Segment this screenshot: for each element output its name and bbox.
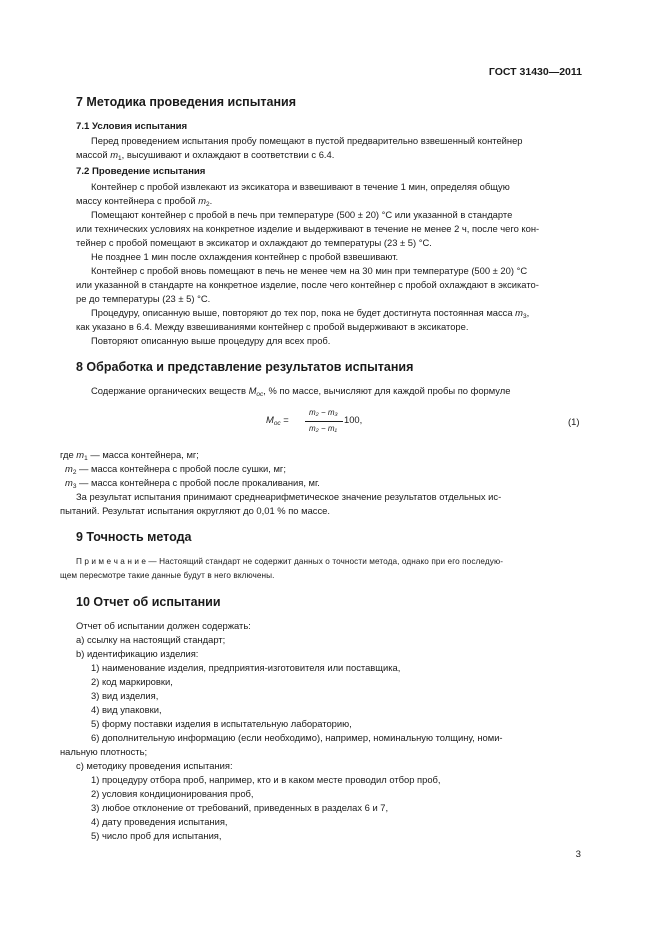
- p2-line1: Помещают контейнер с пробой в печь при температуре (500 ± 20) °С или указанной в стандарте: [91, 209, 513, 220]
- report-item-b1: 1) наименование изделия, предприятия-изготовителя или поставщика,: [91, 662, 401, 673]
- report-item-c3: 3) любое отклонение от требований, приведенных в разделах 6 и 7,: [91, 802, 389, 813]
- report-item-c4: 4) дату проведения испытания,: [91, 816, 228, 827]
- p1-line1: Контейнер с пробой извлекают из эксикатора и взвешивают в течение 1 мин, определяя общую: [91, 181, 510, 192]
- p2-line2: или технических условиях на конкретное изделие и выдерживают в течение не менее 2 ч, после чего кон-: [76, 223, 540, 234]
- formula-lhs: $M_{oc}$ =: [266, 414, 289, 427]
- formula-numerator: m₂ − m₃: [309, 408, 338, 417]
- report-item-c1: 1) процедуру отбора проб, например, кто и в каком месте проводил отбор проб,: [91, 774, 441, 785]
- equation-number: (1): [568, 416, 580, 427]
- p6: Повторяют описанную выше процедуру для всех проб.: [91, 335, 331, 346]
- page-number: 3: [575, 849, 581, 860]
- report-item-c2: 2) условия кондиционирования проб,: [91, 788, 254, 799]
- report-item-b4: 4) вид упаковки,: [91, 704, 162, 715]
- section-7-title: 7 Методика проведения испытания: [76, 95, 296, 109]
- result-line1: За результат испытания принимают среднеарифметическое значение результатов отдельных ис-: [76, 491, 502, 502]
- note-line2: щем пересмотре такие данные будут в него включены.: [60, 571, 275, 580]
- report-intro: Отчет об испытании должен содержать:: [76, 620, 251, 631]
- section-9-title: 9 Точность метода: [76, 530, 192, 544]
- section-7-1-title: 7.1 Условия испытания: [76, 121, 188, 132]
- p4-line1: Контейнер с пробой вновь помещают в печь не менее чем на 30 мин при температуре (500 ± 20) °С: [91, 265, 528, 276]
- report-item-b3: 3) вид изделия,: [91, 690, 159, 701]
- p3: Не позднее 1 мин после охлаждения контейнер с пробой взвешивают.: [91, 251, 399, 262]
- note-line1: П р и м е ч а н и е — Настоящий стандарт не содержит данных о точности метода, однако при его последую-: [76, 557, 504, 566]
- section-7-2-title: 7.2 Проведение испытания: [76, 166, 206, 177]
- result-line2: пытаний. Результат испытания округляют до 0,01 % по массе.: [60, 505, 330, 516]
- p1-line2: массу контейнера с пробой $m_2$.: [76, 195, 213, 208]
- document-code: ГОСТ 31430—2011: [488, 66, 582, 78]
- report-item-b6-line1: 6) дополнительную информацию (если необходимо), например, номинальную толщину, номи-: [91, 732, 503, 743]
- s8-intro: Содержание органических веществ $M_{oc}$, % по массе, вычисляют для каждой пробы по формуле: [91, 385, 511, 398]
- where-m1: где $m_1$ — масса контейнера, мг;: [60, 449, 199, 462]
- report-item-b6-line2: нальную плотность;: [60, 746, 148, 757]
- report-item-c: c) методику проведения испытания:: [76, 760, 233, 771]
- p4-line3: ре до температуры (23 ± 5) °С.: [76, 293, 211, 304]
- paragraph-7-1-line2: массой $m_1$, высушивают и охлаждают в соответствии с 6.4.: [76, 149, 335, 162]
- report-item-a: a) ссылку на настоящий стандарт;: [76, 634, 226, 645]
- formula-tail: 100,: [344, 414, 363, 425]
- p2-line3: тейнер с пробой помещают в эксикатор и охлаждают до температуры (23 ± 5) °С.: [76, 237, 432, 248]
- where-m3: $m_3$ — масса контейнера с пробой после прокаливания, мг.: [65, 477, 320, 490]
- p4-line2: или указанной в стандарте на конкретное изделие, после чего контейнер с пробой охлаждают в эксикато-: [76, 279, 539, 290]
- report-item-b2: 2) код маркировки,: [91, 676, 173, 687]
- where-m2: $m_2$ — масса контейнера с пробой после сушки, мг;: [65, 463, 286, 476]
- paragraph-7-1-line1: Перед проведением испытания пробу помещают в пустой предварительно взвешенный контейнер: [91, 135, 523, 146]
- formula-denominator: m₂ − m₁: [309, 424, 338, 433]
- report-item-b: b) идентификацию изделия:: [76, 648, 199, 659]
- p5-line2: как указано в 6.4. Между взвешиваниями контейнер с пробой выдерживают в эксикаторе.: [76, 321, 469, 332]
- fraction-bar: [305, 421, 343, 422]
- section-8-title: 8 Обработка и представление результатов испытания: [76, 360, 414, 374]
- p5-line1: Процедуру, описанную выше, повторяют до тех пор, пока не будет достигнута постоянная масса $m_3$,: [91, 307, 530, 320]
- report-item-b5: 5) форму поставки изделия в испытательную лабораторию,: [91, 718, 352, 729]
- section-10-title: 10 Отчет об испытании: [76, 595, 221, 609]
- report-item-c5: 5) число проб для испытания,: [91, 830, 222, 841]
